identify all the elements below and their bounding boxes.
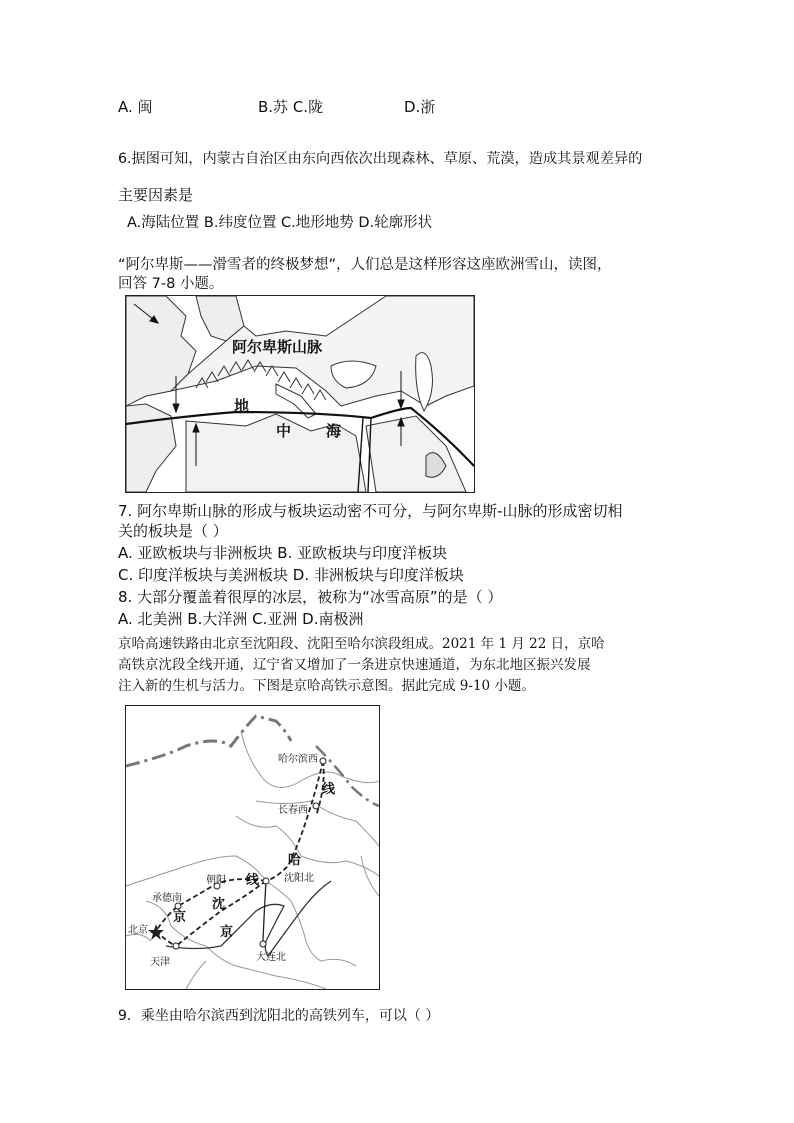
- q7-stem-line2: 关的板块是（ ）: [118, 522, 228, 540]
- sea-label-hai: 海: [326, 422, 342, 440]
- station-beijing: 北京: [128, 925, 148, 936]
- station-dalian-north: 大连北: [256, 952, 286, 963]
- q5-option-bc: B.苏 C.陇: [258, 98, 324, 116]
- q9-stem: 9．乘坐由哈尔滨西到沈阳北的高铁列车，可以（ ）: [118, 1008, 440, 1024]
- q6-stem-line1: 6.据图可知，内蒙古自治区由东向西依次出现森林、草原、荒漠，造成其景观差异的: [118, 151, 643, 167]
- station-chengde-south: 承德南: [152, 893, 182, 904]
- line-label-shen: 沈: [212, 897, 226, 912]
- line-label-xian-upper: 线: [322, 782, 336, 797]
- rail-map: [125, 705, 380, 990]
- alps-map-title: 阿尔卑斯山脉: [232, 338, 323, 356]
- alps-map-graphic: [126, 296, 474, 492]
- station-chaoyang: 朝阳: [206, 875, 226, 886]
- station-harbin-west: 哈尔滨西: [278, 754, 318, 765]
- line-label-jing-right: 京: [220, 925, 234, 940]
- rail-map-graphic: [126, 706, 379, 989]
- q8-stem: 8. 大部分覆盖着很厚的冰层，被称为“冰雪高原”的是（ ）: [118, 588, 503, 606]
- sea-label-di: 地: [234, 397, 250, 415]
- station-shenyang-north: 沈阳北: [284, 873, 314, 884]
- station-changchun-west: 长春西: [278, 805, 308, 816]
- rail-intro-line2: 高铁京沈段全线开通，辽宁省又增加了一条进京快速通道，为东北地区振兴发展: [118, 657, 591, 673]
- q5-option-a: A. 闽: [118, 98, 153, 116]
- line-label-jing-left: 京: [173, 910, 187, 925]
- q6-stem-line2: 主要因素是: [118, 186, 194, 204]
- line-label-xian-lower: 线: [246, 873, 260, 888]
- alps-map: [125, 295, 475, 493]
- alps-intro-line2: 回答 7-8 小题。: [118, 276, 224, 292]
- line-label-ha: 哈: [288, 853, 302, 868]
- q5-option-d: D.浙: [404, 98, 436, 116]
- q6-options: A.海陆位置 B.纬度位置 C.地形地势 D.轮廓形状: [127, 215, 433, 231]
- q8-options: A. 北美洲 B.大洋洲 C.亚洲 D.南极洲: [118, 610, 364, 628]
- station-tianjin: 天津: [150, 957, 170, 968]
- rail-intro-line3: 注入新的生机与活力。下图是京哈高铁示意图。据此完成 9-10 小题。: [118, 678, 535, 694]
- q7-options-cd: C. 印度洋板块与美洲板块 D. 非洲板块与印度洋板块: [118, 566, 464, 584]
- q7-stem-line1: 7. 阿尔卑斯山脉的形成与板块运动密不可分，与阿尔卑斯-山脉的形成密切相: [118, 502, 623, 520]
- q7-options-ab: A. 亚欧板块与非洲板块 B. 亚欧板块与印度洋板块: [118, 544, 448, 562]
- alps-intro-line1: “阿尔卑斯——滑雪者的终极梦想”，人们总是这样形容这座欧洲雪山，读图，: [118, 257, 612, 273]
- rail-intro-line1: 京哈高速铁路由北京至沈阳段、沈阳至哈尔滨段组成。2021 年 1 月 22 日，京哈: [118, 636, 605, 652]
- sea-label-zhong: 中: [276, 422, 292, 440]
